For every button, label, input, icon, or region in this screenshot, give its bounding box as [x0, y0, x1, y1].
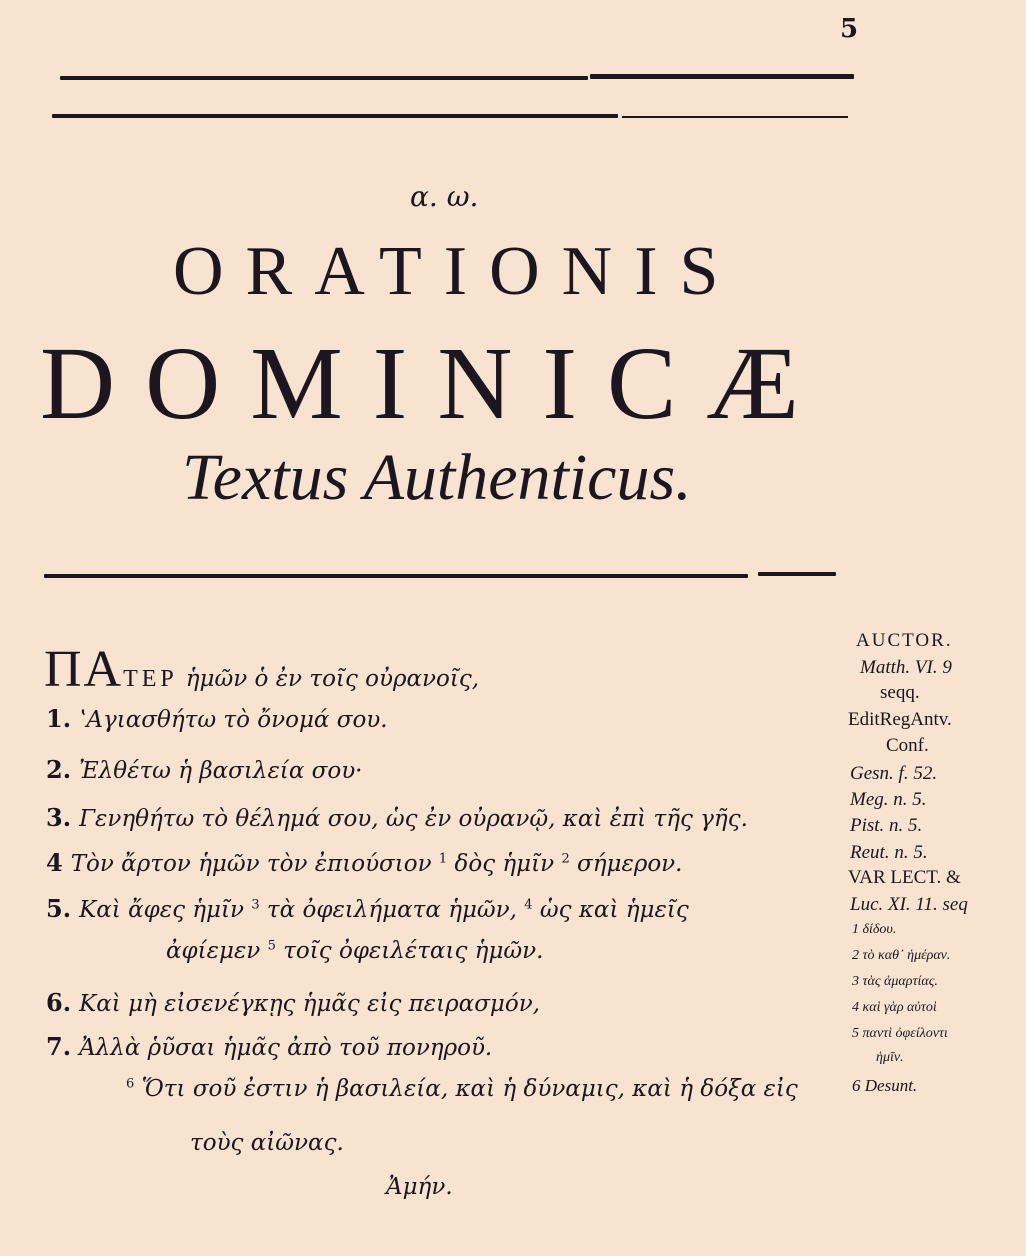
- verse-number: 5.: [46, 894, 72, 923]
- sidebar-line: Meg. n. 5.: [850, 789, 927, 810]
- verse-4: [46, 848, 682, 877]
- top-rule-1b: [590, 74, 854, 79]
- verse-number: 4: [46, 848, 63, 877]
- footnote-mark: 3: [251, 897, 260, 913]
- opening-caps: ΤΕΡ: [123, 666, 178, 692]
- title-orationis: ORATIONIS: [173, 233, 741, 310]
- verse-text: Ἀλλὰ ῥῦσαι ἡμᾶς ἀπὸ τοῦ πονηροῦ.: [79, 1035, 493, 1061]
- sidebar-note: 1 δίδου.: [852, 922, 897, 937]
- sidebar-line: Luc. XI. 11. seq: [850, 894, 968, 915]
- sidebar-line: Conf.: [886, 735, 929, 756]
- page-number: 5: [840, 14, 859, 44]
- verse-7: [46, 1032, 492, 1061]
- doxology-line-2: τοὺς αἰῶνας.: [190, 1130, 344, 1156]
- sidebar-var-lect: VAR LECT. &: [848, 867, 961, 888]
- verse-number: 3.: [46, 803, 72, 832]
- verse-number: 1.: [46, 704, 72, 733]
- title-dominicae: DOMINICÆ: [40, 326, 829, 441]
- sidebar-note: 5 παντὶ ὀφείλοντι: [852, 1026, 948, 1041]
- verse-text-b: τοῖς ὀφειλέταις ἡμῶν.: [283, 938, 544, 964]
- verse-text-c: ὡς καὶ ἡμεῖς: [539, 897, 689, 923]
- opening-line: [44, 640, 479, 699]
- verse-text-b: τὰ ὀφειλήματα ἡμῶν,: [266, 897, 517, 923]
- footnote-mark: 2: [561, 851, 570, 867]
- middle-rule-b: [758, 572, 836, 576]
- subtitle: Textus Authenticus.: [182, 441, 692, 514]
- verse-6: [46, 988, 540, 1017]
- verse-text-b: δὸς ἡμῖν: [454, 851, 555, 877]
- sidebar-note: 4 καὶ γὰρ αὐτοὶ: [852, 1000, 937, 1015]
- footnote-mark: 5: [267, 938, 276, 954]
- verse-1: [46, 704, 388, 733]
- verse-text-a: ἀφίεμεν: [166, 938, 261, 964]
- sidebar-line: EditRegAntv.: [848, 709, 952, 730]
- sidebar-line: Matth. VI. 9: [860, 657, 952, 678]
- sidebar-line: Reut. n. 5.: [850, 842, 928, 863]
- top-rule-1a: [60, 76, 588, 80]
- verse-number: 7.: [46, 1032, 72, 1061]
- verse-text: ʽΑγιασθήτω τὸ ὄνομά σου.: [79, 707, 388, 733]
- sidebar-line: seqq.: [880, 682, 920, 703]
- sidebar-line: Pist. n. 5.: [850, 815, 923, 836]
- verse-text: Ἐλθέτω ἡ βασιλεία σου·: [79, 758, 363, 784]
- verse-number: 2.: [46, 755, 72, 784]
- sidebar-line: Gesn. f. 52.: [850, 763, 938, 784]
- verse-text-a: Τὸν ἄρτον ἡμῶν τὸν ἐπιούσιον: [70, 851, 432, 877]
- alpha-omega: α. ω.: [410, 180, 479, 213]
- verse-number: 6.: [46, 988, 72, 1017]
- verse-text-c: σήμερον.: [577, 851, 683, 877]
- doxology-line-1: [126, 1076, 798, 1102]
- middle-rule-a: [44, 574, 748, 578]
- sidebar-note: 6 Desunt.: [852, 1076, 918, 1095]
- sidebar-note: 3 τὰς ἁμαρτίας.: [852, 974, 938, 989]
- verse-text: Καὶ μὴ εἰσενέγκῃς ἡμᾶς εἰς πειρασμόν,: [79, 991, 540, 1017]
- drop-capital: ΠΑ: [44, 641, 124, 698]
- verse-text-a: Καὶ ἄφες ἡμῖν: [79, 897, 245, 923]
- footnote-mark: 6: [126, 1076, 135, 1092]
- verse-text: Γενηθήτω τὸ θέλημά σου, ὡς ἐν οὐρανῷ, καὶ ἐπὶ τῆς γῆς.: [79, 806, 748, 832]
- amen: Ἀμήν.: [386, 1174, 453, 1200]
- top-rule-2a: [52, 114, 618, 118]
- sidebar-auctor: AUCTOR.: [856, 630, 953, 651]
- sidebar-note: 2 τὸ καθ᾽ ἡμέραν.: [852, 948, 951, 963]
- doxology-text: Ὅτι σοῦ ἐστιν ἡ βασιλεία, καὶ ἡ δύναμις, καὶ ἡ δόξα εἰς: [141, 1076, 798, 1102]
- top-rule-2b: [622, 116, 848, 118]
- verse-2: [46, 755, 363, 784]
- footnote-mark: 4: [524, 897, 533, 913]
- verse-5: [46, 894, 689, 923]
- sidebar-note: ἡμῖν.: [876, 1050, 904, 1065]
- footnote-mark: 1: [438, 851, 448, 867]
- verse-3: [46, 803, 748, 832]
- opening-rest: ἡμῶν ὁ ἐν τοῖς οὐρανοῖς,: [185, 666, 480, 692]
- verse-5-continued: [166, 938, 543, 964]
